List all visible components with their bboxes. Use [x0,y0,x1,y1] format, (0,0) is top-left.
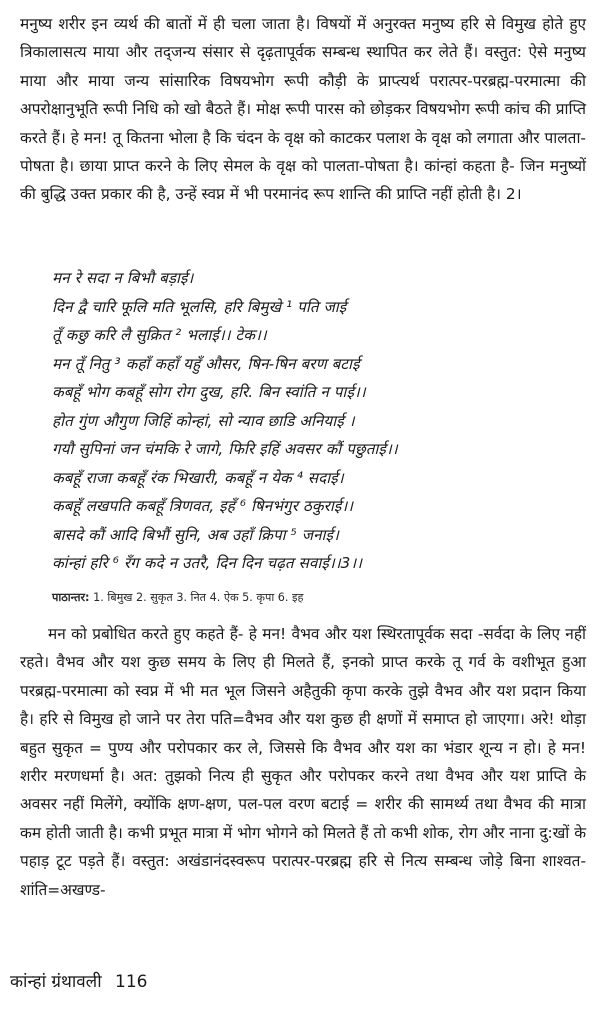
footnote-text: 1. बिमुख 2. सुकृत 3. नित 4. ऐक 5. कृपा 6. इह [93,591,304,604]
commentary-paragraph-2: मन को प्रबोधित करते हुए कहते हैं- हे मन! वैभव और यश स्थिरतापूर्वक सदा -सर्वदा के लिए नहीं रहते। वैभव और यश कुछ समय के लिए ही मिलते हैं, इनको प्राप्त करके तू गर्व के वशीभूत हुआ परब्रह्म-परमात्मा को स्वप्न में भी मत भूल जिसने अहैतुकी कृपा करके तुझे वैभव और यश प्रदान किया है। हरि से विमुख हो जाने पर तेरा पति=वैभव और यश कुछ ही क्षणों में समाप्त हो जाएगा। अरे! थोड़ा बहुत सुकृत = पुण्य और परोपकार कर ले, जिससे कि वैभव और यश का भंडार शून्य न हो। हे मन! शरीर मरणधर्मा है। अत: तुझको नित्य ही सुकृत और परोपकर करने तथा वैभव और यश प्राप्ति के अवसर नहीं मिलेंगे, क्योंकि क्षण-क्षण, पल-पल वरण बटाई = शरीर की सामर्थ्य तथा वैभव की मात्रा कम होती जाती है। कभी प्रभूत मात्रा में भोग भोगने को मिलते हैं तो कभी शोक, रोग और नाना दु:खों के पहाड़ टूट पड़ते हैं। वस्तुत: अखंडानंदस्वरूप परात्पर-परब्रह्म हरि से नित्य सम्बन्ध जोड़े बिना शाश्वत-शांति=अखण्ड- [20,625,587,899]
verse-line: कांन्हां हरि ⁶ रँग कदे न उतरै, दिन दिन चढ़त सवाई।।3।। [52,554,363,572]
verse-line: दिन द्वै चारि फूलि मति भूलसि, हरि बिमुखे ¹ पति जाई [52,297,347,316]
verse-line: मन रे सदा न बिभौ बड़ाई। [52,269,194,287]
variant-readings-footnote [52,590,303,606]
page-footer [10,970,147,994]
book-title: कांन्हां ग्रंथावली [10,972,102,992]
verse-line: मन तूँ नितु ³ कहाँ कहाँ यहुँ औसर, षिन-षिन बरण बटाई [52,354,360,373]
verse-line: तूँ कछु करि लै सुक्रित ² भलाई।। टेक।। [52,326,267,344]
verse-block [52,264,582,578]
verse-line: कबहूँ लखपति कबहूँ त्रिणवत, इहँ ⁶ षिनभंगुर ठकुराई।। [52,497,354,515]
verse-line: बासदे कौं आदि बिभौं सुनि, अब उहाँ क्रिपा ⁵ जनाई। [52,525,339,544]
verse-line: कबहूँ राजा कबहूँ रंक भिखारी, कबहूँ न येक ⁴ सदाई। [52,468,344,487]
verse-line: होत गुंण औगुण जिहिं कोन्हां, सो न्याव छाडि अनियाई । [52,411,355,430]
verse-line: कबहूँ भोग कबहूँ सोग रोग दुख, हरि. बिन स्वांति न पाई।। [52,383,366,401]
page-number: 116 [115,972,148,992]
commentary-paragraph-1: मनुष्य शरीर इन व्यर्थ की बातों में ही चला जाता है। विषयों में अनुरक्त मनुष्य हरि से विमुख होते हुए त्रिकालासत्य माया और तद्जन्य संसार से दृढ़तापूर्वक सम्बन्ध स्थापित कर लेते हैं। वस्तुत: ऐसे मनुष्य माया और माया जन्य सांसारिक विषयभोग रूपी कौड़ी के प्राप्त्यर्थ परात्पर-परब्रह्म-परमात्मा की अपरोक्षानुभूति रूपी निधि को खो बैठते हैं। मोक्ष रूपी पारस को छोड़कर विषयभोग रूपी कांच की प्राप्ति करते हैं। हे मन! तू कितना भोला है कि चंदन के वृक्ष को काटकर पलाश के वृक्ष को लगाता और पालता-पोषता है। छाया प्राप्त करने के लिए सेमल के वृक्ष को पालता-पोषता है। कांन्हां कहता है- जिन मनुष्यों की बुद्धि उक्त प्रकार की है, उन्हें स्वप्न में भी परमानंद रूप शान्ति की प्राप्ति नहीं होती है। 2। [20,15,586,204]
footnote-label: पाठान्तर: [52,591,90,604]
verse-line: गयौ सुपिनां जन चंमकि रे जागे, फिरि इहिं अवसर कौं पछुताई।। [52,440,398,458]
